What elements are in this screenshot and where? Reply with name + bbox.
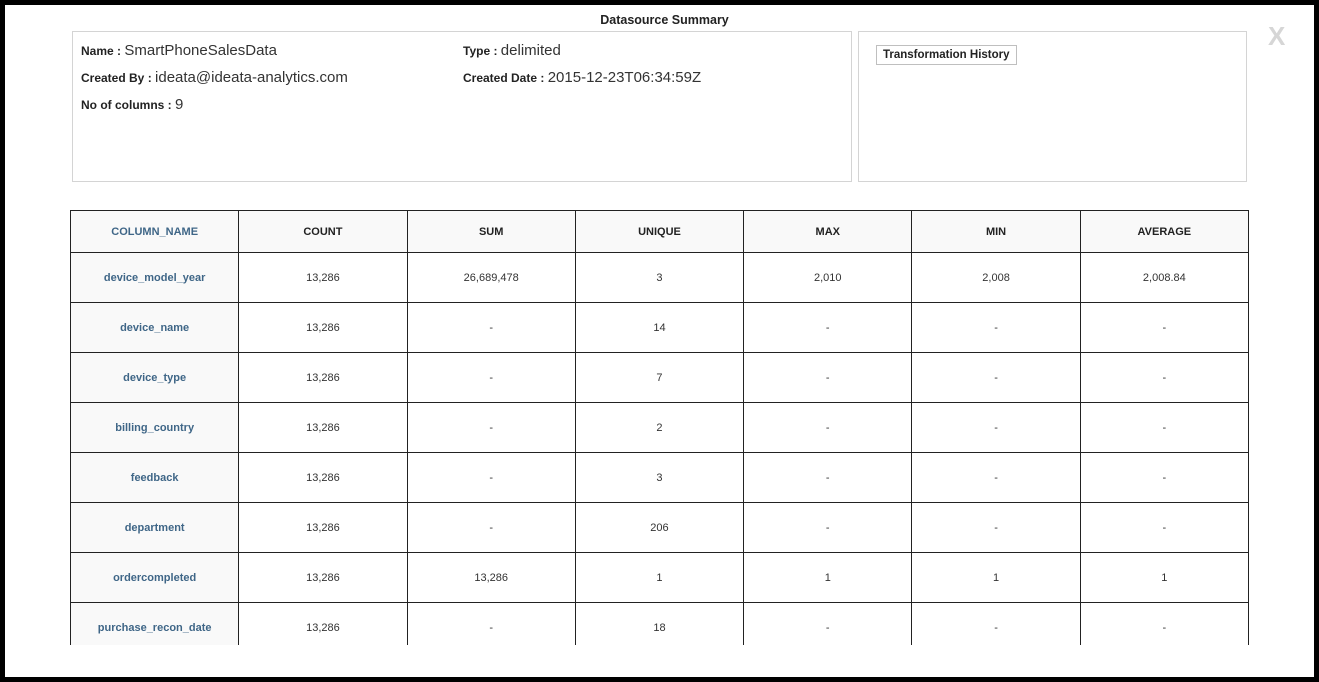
min-cell: - bbox=[912, 603, 1080, 646]
sum-cell: - bbox=[407, 453, 575, 503]
transformation-history-panel bbox=[858, 31, 1247, 182]
sum-cell: 26,689,478 bbox=[407, 253, 575, 303]
column-name-cell[interactable]: department bbox=[71, 503, 239, 553]
average-cell: - bbox=[1080, 353, 1248, 403]
table-row bbox=[71, 503, 1249, 553]
name-label: Name : bbox=[81, 44, 122, 58]
modal-title: Datasource Summary bbox=[600, 13, 729, 27]
max-cell: - bbox=[744, 303, 912, 353]
max-cell: - bbox=[744, 353, 912, 403]
min-cell: - bbox=[912, 353, 1080, 403]
unique-cell: 206 bbox=[575, 503, 743, 553]
type-label: Type : bbox=[463, 44, 498, 58]
name-field bbox=[81, 42, 277, 59]
sum-cell: - bbox=[407, 303, 575, 353]
header-average[interactable]: AVERAGE bbox=[1080, 211, 1248, 253]
transformation-history-button[interactable]: Transformation History bbox=[876, 45, 1017, 65]
table-row bbox=[71, 553, 1249, 603]
datasource-summary-modal bbox=[5, 5, 1314, 677]
column-name-cell[interactable]: device_model_year bbox=[71, 253, 239, 303]
count-cell: 13,286 bbox=[239, 353, 407, 403]
close-button[interactable]: X bbox=[1268, 21, 1286, 51]
average-cell: - bbox=[1080, 503, 1248, 553]
count-cell: 13,286 bbox=[239, 253, 407, 303]
column-name-cell[interactable]: billing_country bbox=[71, 403, 239, 453]
average-cell: 1 bbox=[1080, 553, 1248, 603]
max-cell: - bbox=[744, 403, 912, 453]
unique-cell: 3 bbox=[575, 253, 743, 303]
min-cell: 1 bbox=[912, 553, 1080, 603]
table-row bbox=[71, 453, 1249, 503]
column-count-label: No of columns : bbox=[81, 98, 172, 112]
min-cell: - bbox=[912, 503, 1080, 553]
count-cell: 13,286 bbox=[239, 603, 407, 646]
column-stats-table-container[interactable] bbox=[70, 210, 1250, 645]
created-date-label: Created Date : bbox=[463, 71, 545, 85]
table-row bbox=[71, 603, 1249, 646]
column-name-cell[interactable]: ordercompleted bbox=[71, 553, 239, 603]
table-row bbox=[71, 403, 1249, 453]
max-cell: 2,010 bbox=[744, 253, 912, 303]
count-cell: 13,286 bbox=[239, 503, 407, 553]
header-unique[interactable]: UNIQUE bbox=[575, 211, 743, 253]
created-date-field bbox=[463, 69, 701, 86]
type-value: delimited bbox=[500, 42, 561, 59]
datasource-info-panel bbox=[72, 31, 852, 182]
table-body bbox=[71, 253, 1249, 646]
created-by-field bbox=[81, 69, 348, 86]
average-cell: 2,008.84 bbox=[1080, 253, 1248, 303]
created-by-label: Created By : bbox=[81, 71, 152, 85]
min-cell: 2,008 bbox=[912, 253, 1080, 303]
type-field bbox=[463, 42, 561, 59]
unique-cell: 14 bbox=[575, 303, 743, 353]
average-cell: - bbox=[1080, 603, 1248, 646]
min-cell: - bbox=[912, 453, 1080, 503]
header-count[interactable]: COUNT bbox=[239, 211, 407, 253]
column-count-field bbox=[81, 96, 183, 113]
header-sum[interactable]: SUM bbox=[407, 211, 575, 253]
count-cell: 13,286 bbox=[239, 553, 407, 603]
max-cell: - bbox=[744, 503, 912, 553]
max-cell: - bbox=[744, 603, 912, 646]
table-row bbox=[71, 353, 1249, 403]
name-value: SmartPhoneSalesData bbox=[124, 42, 277, 59]
unique-cell: 7 bbox=[575, 353, 743, 403]
unique-cell: 3 bbox=[575, 453, 743, 503]
table-header-row bbox=[71, 211, 1249, 253]
column-name-cell[interactable]: feedback bbox=[71, 453, 239, 503]
sum-cell: - bbox=[407, 403, 575, 453]
column-name-cell[interactable]: purchase_recon_date bbox=[71, 603, 239, 646]
unique-cell: 1 bbox=[575, 553, 743, 603]
header-min[interactable]: MIN bbox=[912, 211, 1080, 253]
average-cell: - bbox=[1080, 303, 1248, 353]
average-cell: - bbox=[1080, 403, 1248, 453]
column-name-cell[interactable]: device_type bbox=[71, 353, 239, 403]
unique-cell: 18 bbox=[575, 603, 743, 646]
count-cell: 13,286 bbox=[239, 453, 407, 503]
table-row bbox=[71, 253, 1249, 303]
max-cell: - bbox=[744, 453, 912, 503]
column-name-cell[interactable]: device_name bbox=[71, 303, 239, 353]
unique-cell: 2 bbox=[575, 403, 743, 453]
created-date-value: 2015-12-23T06:34:59Z bbox=[547, 69, 702, 86]
header-max[interactable]: MAX bbox=[744, 211, 912, 253]
count-cell: 13,286 bbox=[239, 303, 407, 353]
min-cell: - bbox=[912, 303, 1080, 353]
created-by-value: ideata@ideata-analytics.com bbox=[155, 69, 348, 86]
sum-cell: - bbox=[407, 353, 575, 403]
count-cell: 13,286 bbox=[239, 403, 407, 453]
header-column-name[interactable]: COLUMN_NAME bbox=[71, 211, 239, 253]
column-count-value: 9 bbox=[175, 96, 184, 113]
max-cell: 1 bbox=[744, 553, 912, 603]
sum-cell: 13,286 bbox=[407, 553, 575, 603]
table-row bbox=[71, 303, 1249, 353]
average-cell: - bbox=[1080, 453, 1248, 503]
sum-cell: - bbox=[407, 503, 575, 553]
sum-cell: - bbox=[407, 603, 575, 646]
column-stats-table bbox=[70, 210, 1249, 645]
min-cell: - bbox=[912, 403, 1080, 453]
